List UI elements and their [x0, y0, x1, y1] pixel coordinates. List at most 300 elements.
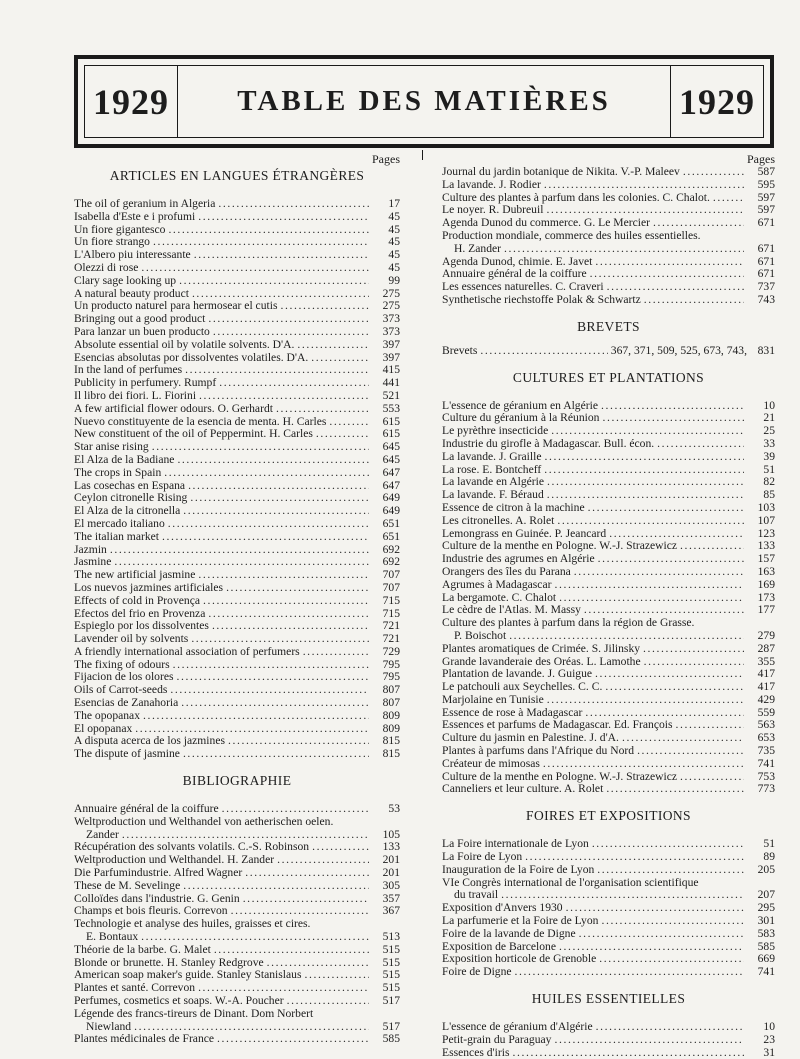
page-number: 45: [388, 209, 400, 223]
page-number: 671: [757, 254, 775, 268]
page-number: 517: [382, 994, 400, 1008]
toc-entry: [442, 681, 775, 694]
page-number: 515: [382, 968, 400, 982]
page-number: 645: [382, 440, 400, 454]
entry-title: Industrie du girofle à Madagascar. Bull. écon.: [442, 436, 655, 450]
toc-entry: [74, 880, 400, 893]
page-number: 275: [382, 286, 400, 300]
entry-title: Synthetische riechstoffe Polak & Schwartz: [442, 292, 641, 306]
entry-title: Inauguration de la Foire de Lyon: [442, 862, 595, 876]
leader-dots: [143, 710, 369, 723]
leader-dots: [605, 681, 744, 694]
entry-title: Les citronelles. A. Rolet: [442, 513, 555, 527]
leader-dots: [276, 403, 369, 416]
leader-dots: [188, 480, 369, 493]
entry-title: Marjolaine en Tunisie: [442, 692, 544, 706]
leader-dots: [194, 249, 369, 262]
entry-title: Niewland: [86, 1019, 132, 1033]
entry-title: La Foire de Lyon: [442, 850, 523, 864]
entry-title: Le cèdre de l'Atlas. M. Massy: [442, 603, 581, 617]
entry-title: Publicity in perfumery. Rumpf: [74, 376, 217, 390]
year-left: 1929: [85, 66, 178, 137]
entry-title: Exposition d'Anvers 1930: [442, 901, 563, 915]
leader-dots: [590, 268, 744, 281]
page-number: 173: [757, 590, 775, 604]
page-number: 773: [757, 782, 775, 796]
page-number: 82: [763, 475, 775, 489]
page-number: 133: [757, 539, 775, 553]
entry-title: Blonde or brunette. H. Stanley Redgrove: [74, 955, 264, 969]
leader-dots: [595, 668, 744, 681]
leader-dots: [208, 608, 369, 621]
entry-title: La lavande en Algérie: [442, 475, 545, 489]
entry-title: Ceylon citronelle Rising: [74, 491, 188, 505]
page-number: 515: [382, 955, 400, 969]
entry-title: La lavande. J. Graille: [442, 449, 542, 463]
leader-dots: [181, 697, 369, 710]
leader-dots: [226, 582, 369, 595]
leader-dots: [592, 838, 744, 851]
toc-entry: [74, 326, 400, 339]
page-number: 33: [763, 436, 775, 450]
toc-entry: [74, 748, 400, 761]
entry-title: Culture de la menthe en Pologne. W.-J. Strazewicz: [442, 769, 678, 783]
leader-dots: [599, 953, 744, 966]
entry-title: Essences et parfums de Madagascar. Ed. François: [442, 718, 673, 732]
section-heading: BREVETS: [577, 318, 640, 334]
leader-dots: [219, 377, 369, 390]
entry-title: Créateur de mimosas: [442, 756, 540, 770]
leader-dots: [588, 502, 744, 515]
toc-entry: [74, 454, 400, 467]
entry-title: L'essence de géranium en Algérie: [442, 398, 598, 412]
page-number: 795: [382, 670, 400, 684]
page-number: 715: [382, 606, 400, 620]
year-right: 1929: [670, 66, 763, 137]
toc-entry: [442, 451, 775, 464]
leader-dots: [170, 684, 369, 697]
entry-title: Colloïdes dans l'industrie. G. Genin: [74, 891, 240, 905]
page-number: 133: [382, 840, 400, 854]
page-number: 585: [382, 1032, 400, 1046]
page-number: 815: [382, 734, 400, 748]
page-number: 39: [763, 449, 775, 463]
entry-title: El mercado italiano: [74, 516, 165, 530]
toc-entry: [442, 864, 775, 877]
toc-entry-brevets: [442, 345, 775, 358]
entry-title: Exposition de Barcelone: [442, 939, 556, 953]
page-number: 521: [382, 388, 400, 402]
entry-title: Absolute essential oil by volatile solvents. D'A.: [74, 337, 295, 351]
entry-title: Plantes aromatiques de Crimée. S. Jilinsky: [442, 641, 641, 655]
page-number: 105: [382, 827, 400, 841]
leader-dots: [243, 893, 369, 906]
entry-title-line: Weltproduction und Welthandel von aetherischen oelen.: [74, 814, 334, 828]
toc-entry: [442, 851, 775, 864]
leader-dots: [329, 416, 369, 429]
entry-title: Le pyrèthre insecticide: [442, 424, 549, 438]
leader-dots: [597, 864, 744, 877]
page-number: 741: [757, 756, 775, 770]
entry-title: La bergamote. C. Chalot: [442, 590, 557, 604]
entry-title: Los nuevos jazmines artificiales: [74, 580, 224, 594]
leader-dots: [525, 851, 744, 864]
toc-entry: [74, 569, 400, 582]
toc-entry: [442, 294, 775, 307]
page-number: 53: [388, 802, 400, 816]
page-number: 10: [763, 1020, 775, 1034]
page-number: 735: [757, 744, 775, 758]
leader-dots: [168, 518, 369, 531]
page-number: 649: [382, 491, 400, 505]
toc-entry: [74, 646, 400, 659]
entry-title: Weltproduction und Welthandel. H. Zander: [74, 853, 275, 867]
entry-title: L'Albero piu interessante: [74, 248, 191, 262]
brevets-pages: 367, 371, 509, 525, 673, 743,: [610, 343, 747, 357]
toc-entry: [74, 403, 400, 416]
leader-dots: [480, 345, 607, 358]
toc-entry: [74, 544, 400, 557]
page-number: 373: [382, 312, 400, 326]
leader-dots: [554, 579, 744, 592]
page-number: 651: [382, 516, 400, 530]
toc-entry: [74, 867, 400, 880]
entry-title: The fixing of odours: [74, 657, 170, 671]
right-column: [442, 148, 775, 1059]
toc-entry: [74, 944, 400, 957]
entry-title: The opopanax: [74, 708, 140, 722]
leader-dots: [680, 540, 744, 553]
leader-dots: [304, 969, 369, 982]
entry-title: A disputa acerca de los jazmines: [74, 734, 225, 748]
toc-entry: [74, 697, 400, 710]
leader-dots: [316, 428, 369, 441]
page-number: 692: [382, 542, 400, 556]
title-banner-inner: [84, 65, 764, 138]
entry-title: Canneliers et leur culture. A. Rolet: [442, 782, 604, 796]
page-number: 651: [382, 529, 400, 543]
page-number: 201: [382, 866, 400, 880]
section-heading: BIBLIOGRAPHIE: [182, 773, 292, 789]
entry-title: La parfumerie et la Foire de Lyon: [442, 914, 599, 928]
page-title: TABLE DES MATIÈRES: [237, 85, 611, 117]
page-number: 305: [382, 878, 400, 892]
entry-title: Un fiore strango: [74, 235, 150, 249]
entry-title: Clary sage looking up: [74, 273, 177, 287]
page-number: 615: [382, 427, 400, 441]
entry-title: Efectos del frio en Provenza: [74, 606, 206, 620]
leader-dots: [713, 192, 744, 205]
leader-dots: [595, 256, 744, 269]
page-number: 355: [757, 654, 775, 668]
toc-entry: [74, 275, 400, 288]
page-number: 415: [382, 363, 400, 377]
page-number: 373: [382, 324, 400, 338]
toc-entry: [74, 931, 400, 944]
leader-dots: [557, 515, 744, 528]
entry-title: American soap maker's guide. Stanley Stanislaus: [74, 968, 302, 982]
entry-title: A friendly international association of perfumers: [74, 644, 300, 658]
section-heading: CULTURES ET PLANTATIONS: [512, 369, 705, 385]
page-number: 645: [382, 452, 400, 466]
leader-dots: [203, 595, 369, 608]
leader-dots: [643, 643, 744, 656]
section-heading: FOIRES ET EXPOSITIONS: [526, 808, 691, 824]
entry-title: Lemongrass en Guinée. P. Jeancard: [442, 526, 607, 540]
page-number: 275: [382, 299, 400, 313]
page-number: 563: [757, 718, 775, 732]
column-divider: [422, 150, 423, 160]
leader-dots: [596, 1021, 744, 1034]
entry-title: Isabella d'Este e i profumi: [74, 209, 196, 223]
page-number: 103: [757, 500, 775, 514]
page-number: 615: [382, 414, 400, 428]
entry-title: The oil of geranium in Algeria: [74, 197, 216, 210]
leader-dots: [141, 931, 369, 944]
title-banner: [74, 55, 774, 148]
page-number: 559: [757, 705, 775, 719]
page-number: 795: [382, 657, 400, 671]
entry-title: Théorie de la barbe. G. Malet: [74, 942, 211, 956]
toc-entry: [74, 1033, 400, 1046]
page-number: 671: [757, 241, 775, 255]
page-number: 517: [382, 1019, 400, 1033]
leader-dots: [198, 569, 369, 582]
page-number: 45: [388, 222, 400, 236]
page-number: 553: [382, 401, 400, 415]
page-number: 23: [763, 1032, 775, 1046]
page-number: 107: [757, 513, 775, 527]
toc-entry: [74, 531, 400, 544]
entry-title: Orangers des îles du Parana: [442, 564, 571, 578]
entry-title: Die Parfumindustrie. Alfred Wagner: [74, 866, 243, 880]
entry-title: Foire de la lavande de Digne: [442, 926, 576, 940]
page-number: 45: [388, 235, 400, 249]
page-number: 737: [757, 280, 775, 294]
leader-dots: [177, 454, 369, 467]
page-number: 279: [757, 628, 775, 642]
leader-dots: [504, 243, 744, 256]
page-number: 357: [382, 891, 400, 905]
page-number: 85: [763, 488, 775, 502]
toc-entry: [74, 339, 400, 352]
entry-title: Plantes à parfums dans l'Afrique du Nord: [442, 744, 635, 758]
leader-dots: [212, 620, 369, 633]
leader-dots: [141, 262, 369, 275]
toc-entry: [442, 179, 775, 192]
toc-entry: [442, 928, 775, 941]
leader-dots: [509, 630, 744, 643]
page-number: 515: [382, 942, 400, 956]
page-number: 807: [382, 696, 400, 710]
page-number: 729: [382, 644, 400, 658]
toc-entry: [74, 595, 400, 608]
leader-dots: [214, 944, 369, 957]
leader-dots: [287, 995, 369, 1008]
toc-entry: [442, 643, 775, 656]
entry-title: Jazmin: [74, 542, 107, 556]
leader-dots: [222, 803, 369, 816]
toc-entry: [442, 694, 775, 707]
entry-title: The italian market: [74, 529, 159, 543]
entry-title: Culture du jasmin en Palestine. J. d'A.: [442, 731, 619, 745]
toc-entry: [74, 467, 400, 480]
page-number: 157: [757, 552, 775, 566]
entry-title: La Foire internationale de Lyon: [442, 837, 589, 851]
page-number: 45: [388, 248, 400, 262]
entry-title: Esencias de Zanahoria: [74, 696, 179, 710]
leader-dots: [297, 339, 369, 352]
page-number: 669: [757, 952, 775, 966]
leader-dots: [228, 735, 369, 748]
toc-entry: [74, 803, 400, 816]
page-number: 513: [382, 930, 400, 944]
page-number: 295: [757, 901, 775, 915]
page-number: 301: [757, 914, 775, 928]
leader-dots: [245, 867, 369, 880]
pages-label: Pages: [747, 152, 775, 166]
leader-dots: [311, 352, 369, 365]
entry-title: Perfumes, cosmetics et soaps. W.-A. Poucher: [74, 994, 284, 1008]
toc-entry: [442, 966, 775, 979]
page-number: 707: [382, 568, 400, 582]
page-number: 597: [757, 190, 775, 204]
toc-entry: [74, 211, 400, 224]
page-number: 815: [382, 747, 400, 761]
page-number: 287: [757, 641, 775, 655]
toc-entry: [74, 633, 400, 646]
page-number: 397: [382, 350, 400, 364]
entry-title-line: VIe Congrès international de l'organisation scientifique: [442, 875, 699, 889]
toc-entry: [74, 995, 400, 1008]
leader-dots: [213, 326, 369, 339]
toc-entry: [74, 582, 400, 595]
toc-entry: [442, 553, 775, 566]
leader-dots: [183, 505, 369, 518]
leader-dots: [622, 732, 744, 745]
page-number: 169: [757, 577, 775, 591]
entry-title: P. Boischot: [454, 628, 507, 642]
page-number: 671: [757, 216, 775, 230]
leader-dots: [110, 544, 369, 557]
entry-title: Para lanzar un buen producto: [74, 324, 210, 338]
page-number: 647: [382, 465, 400, 479]
entry-title: A natural beauty product: [74, 286, 189, 300]
page-number: 809: [382, 708, 400, 722]
entry-title: These de M. Sevelinge: [74, 878, 181, 892]
entry-title: Industrie des agrumes en Algérie: [442, 552, 595, 566]
leader-dots: [601, 400, 744, 413]
toc-entry: [442, 1034, 775, 1047]
entry-title: La lavande. F. Béraud: [442, 488, 544, 502]
page-number: 515: [382, 981, 400, 995]
entry-title: The crops in Spain: [74, 465, 162, 479]
page-number: 21: [763, 411, 775, 425]
entry-title: Petit-grain du Paraguay: [442, 1032, 552, 1046]
leader-dots: [602, 412, 744, 425]
entry-title: Essence de rose à Madagascar: [442, 705, 583, 719]
entry-title: Annuaire général de la coiffure: [74, 802, 219, 816]
leader-dots: [152, 441, 369, 454]
entry-title: Grande lavanderaie des Oréas. L. Lamothe: [442, 654, 641, 668]
entry-title: Essences d'iris: [442, 1045, 510, 1059]
entry-title: New constituent of the oil of Peppermint. H. Carles: [74, 427, 313, 441]
page-number: 583: [757, 926, 775, 940]
page-number: 99: [388, 273, 400, 287]
page-number: 163: [757, 564, 775, 578]
toc-entry: [442, 1021, 775, 1034]
page-number: 807: [382, 683, 400, 697]
leader-dots: [177, 671, 370, 684]
page-number: 89: [763, 850, 775, 864]
entry-title: Agrumes à Madagascar: [442, 577, 552, 591]
page-number: 721: [382, 619, 400, 633]
toc-entry: [74, 262, 400, 275]
leader-dots: [515, 966, 744, 979]
entry-title: El Alza de la citronella: [74, 504, 181, 518]
leader-dots: [644, 656, 744, 669]
page-number: 207: [757, 888, 775, 902]
toc-entry: [74, 198, 400, 211]
entry-title: El Alza de la Badiane: [74, 452, 175, 466]
entry-title: Agenda Dunod, chimie. E. Javet: [442, 254, 593, 268]
entry-title: Oils of Carrot-seeds: [74, 683, 168, 697]
page-number: 597: [757, 203, 775, 217]
entry-title: Effects of cold in Provença: [74, 593, 200, 607]
leader-dots: [547, 476, 744, 489]
page-number: 753: [757, 769, 775, 783]
entry-title: Star anise rising: [74, 440, 149, 454]
page-number: 721: [382, 632, 400, 646]
leader-dots: [162, 531, 369, 544]
entry-title: Annuaire général de la coiffure: [442, 267, 587, 281]
entry-title: du travail: [454, 888, 499, 902]
page-number: 25: [763, 424, 775, 438]
pages-label: Pages: [372, 152, 400, 166]
entry-title: Zander: [86, 827, 119, 841]
toc-entry: [442, 915, 775, 928]
page-number: 17: [388, 197, 400, 210]
entry-title: Un fiore gigantesco: [74, 222, 166, 236]
page-number: 831: [757, 343, 775, 357]
entry-title: Culture de la menthe en Pologne. W.-J. Strazewicz: [442, 539, 678, 553]
entry-title: Essence de citron à la machine: [442, 500, 585, 514]
entry-title: Bringing out a good product: [74, 312, 206, 326]
entry-title: Plantation de lavande. J. Guigue: [442, 667, 593, 681]
entry-title: Culture du géranium à la Réunion: [442, 411, 600, 425]
entry-title: Agenda Dunod du commerce. G. Le Mercier: [442, 216, 650, 230]
leader-dots: [544, 451, 744, 464]
toc-entry: [442, 758, 775, 771]
leader-dots: [637, 745, 744, 758]
page-number: 417: [757, 680, 775, 694]
leader-dots: [218, 198, 369, 211]
entry-title: La lavande. J. Rodier: [442, 177, 541, 191]
toc-entry: [442, 502, 775, 515]
entry-title: Un producto naturel para hermosear el cutis: [74, 299, 278, 313]
page-number: 692: [382, 555, 400, 569]
page-number: 51: [763, 837, 775, 851]
leader-dots: [544, 179, 744, 192]
leader-dots: [164, 467, 369, 480]
leader-dots: [598, 553, 744, 566]
entry-title-line: Production mondiale, commerce des huiles essentielles.: [442, 228, 701, 242]
entry-title: Fijacion de los olores: [74, 670, 174, 684]
page-number: 205: [757, 862, 775, 876]
leader-dots: [168, 224, 369, 237]
leader-dots: [680, 771, 744, 784]
leader-dots: [559, 592, 744, 605]
